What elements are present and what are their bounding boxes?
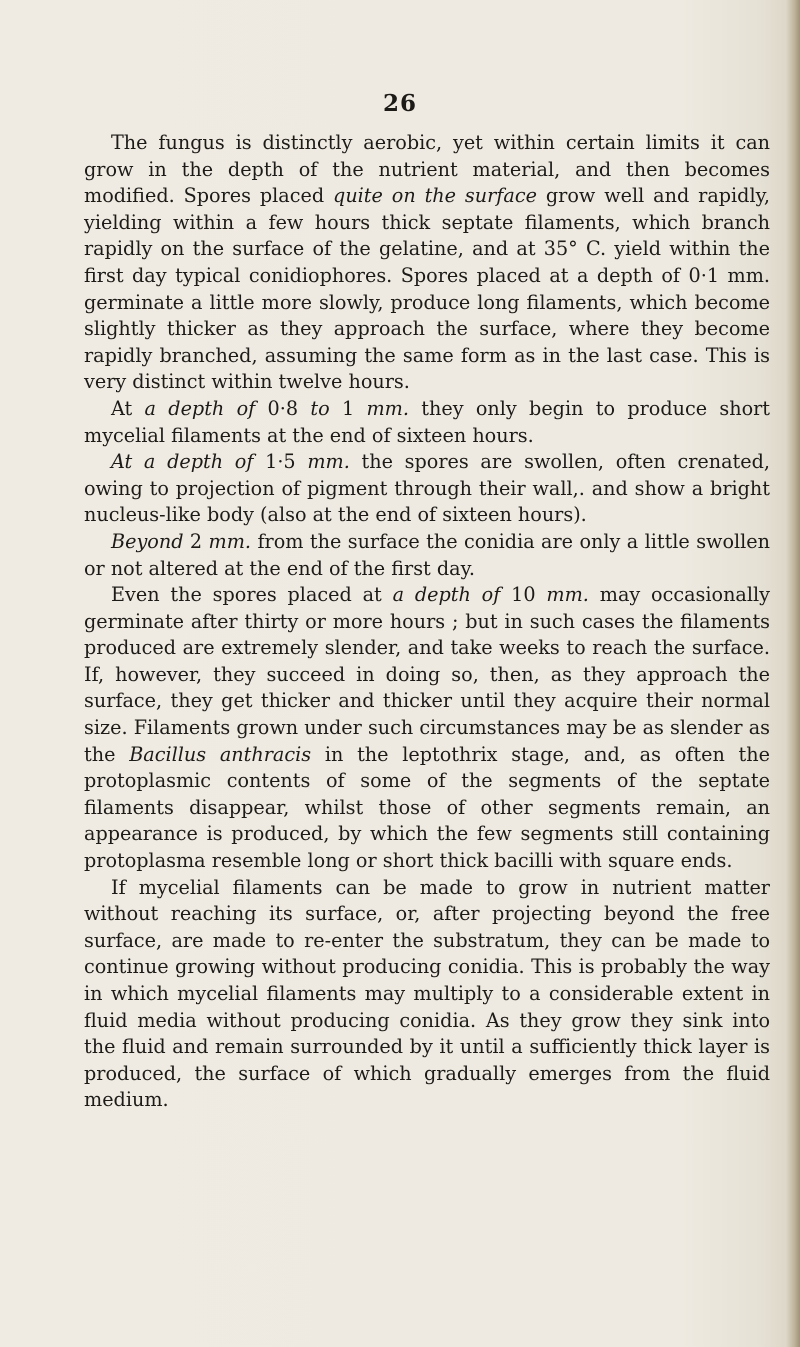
text-run: may occasionally germinate after thirty or more hours ; but in such cases the filaments produced are extremely slender, and take weeks to reach the surface. If, however, they succeed in doing so, then, as they approach the surface, they get thicker and thicker until they acquire their normal size. Filaments grown under such circumstances may be as slender as the xyxy=(84,583,770,766)
italic-text-run: Beyond xyxy=(111,529,184,553)
text-run: The fungus is distinctly aerobic, yet within certain limits it can grow in the depth of the nutrient material, and then becomes modified. Spores placed xyxy=(84,131,770,208)
page-edge-shadow xyxy=(786,0,800,1347)
paragraph xyxy=(84,396,770,449)
body-text xyxy=(84,130,770,1114)
paragraph xyxy=(84,449,770,529)
text-run: Even the spores placed at xyxy=(111,583,393,607)
italic-text-run: a depth of xyxy=(392,583,501,607)
paragraph xyxy=(84,130,770,396)
text-run: 10 xyxy=(500,583,547,607)
italic-text-run: At a depth of xyxy=(111,450,254,474)
paragraph xyxy=(84,582,770,875)
text-run: If mycelial filaments can be made to grow in nutrient matter without reaching its surface, or, after projecting beyond the free surface, are made to re-enter the substratum, they can be made to continue growing without producing conidia. This is probably the way in which mycelial filaments may multiply to a considerable extent in fluid media without producing conidia. As they grow they sink into the fluid and remain surrounded by it until a sufficiently thick layer is produced, the surface of which gradually emerges from the fluid medium. xyxy=(84,875,770,1112)
italic-text-run: a depth of xyxy=(144,396,256,420)
text-run: 0·8 xyxy=(255,396,311,420)
text-run: 2 xyxy=(183,529,209,553)
italic-text-run: mm. xyxy=(208,529,252,553)
text-run: 1 xyxy=(329,396,367,420)
italic-text-run: mm. xyxy=(307,450,350,474)
text-run: At xyxy=(111,396,145,420)
italic-text-run: to xyxy=(310,396,330,420)
text-run: grow well and rapidly, yielding within a few hours thick septate filaments, which branch rapidly on the surface of the gelatine, and at 35° C. yield within the first day typical conidiophores. Spores placed at a depth of 0·1 mm. germinate a little more slowly, produce long filaments, which become slightly thicker as they approach the surface, where they become rapidly branched, assuming the same form as in the last case. This is very distinct within twelve hours. xyxy=(84,184,770,394)
paragraph xyxy=(84,529,770,582)
paragraph xyxy=(84,875,770,1114)
text-run: in the leptothrix stage, and, as often the protoplasmic contents of some of the segments of the septate filaments disappear, whilst those of other segments remain, an appearance is produced, by which the few segments still containing protoplasma resemble long or short thick bacilli with square ends. xyxy=(84,742,770,873)
text-run: from the surface the conidia are only a little swollen or not altered at the end of the first day. xyxy=(84,529,770,580)
italic-text-run: quite on the surface xyxy=(333,184,537,208)
italic-text-run: Bacillus anthracis xyxy=(129,742,312,766)
text-run: they only begin to produce short mycelial filaments at the end of sixteen hours. xyxy=(84,396,771,447)
text-run: the spores are swollen, often crenated, owing to projection of pigment through their wall,. and show a bright nucleus-like body (also at the end of sixteen hours). xyxy=(84,450,770,527)
text-run: 1·5 xyxy=(253,450,308,474)
italic-text-run: mm. xyxy=(366,396,409,420)
page-number: 26 xyxy=(382,90,417,117)
italic-text-run: mm. xyxy=(546,583,589,607)
